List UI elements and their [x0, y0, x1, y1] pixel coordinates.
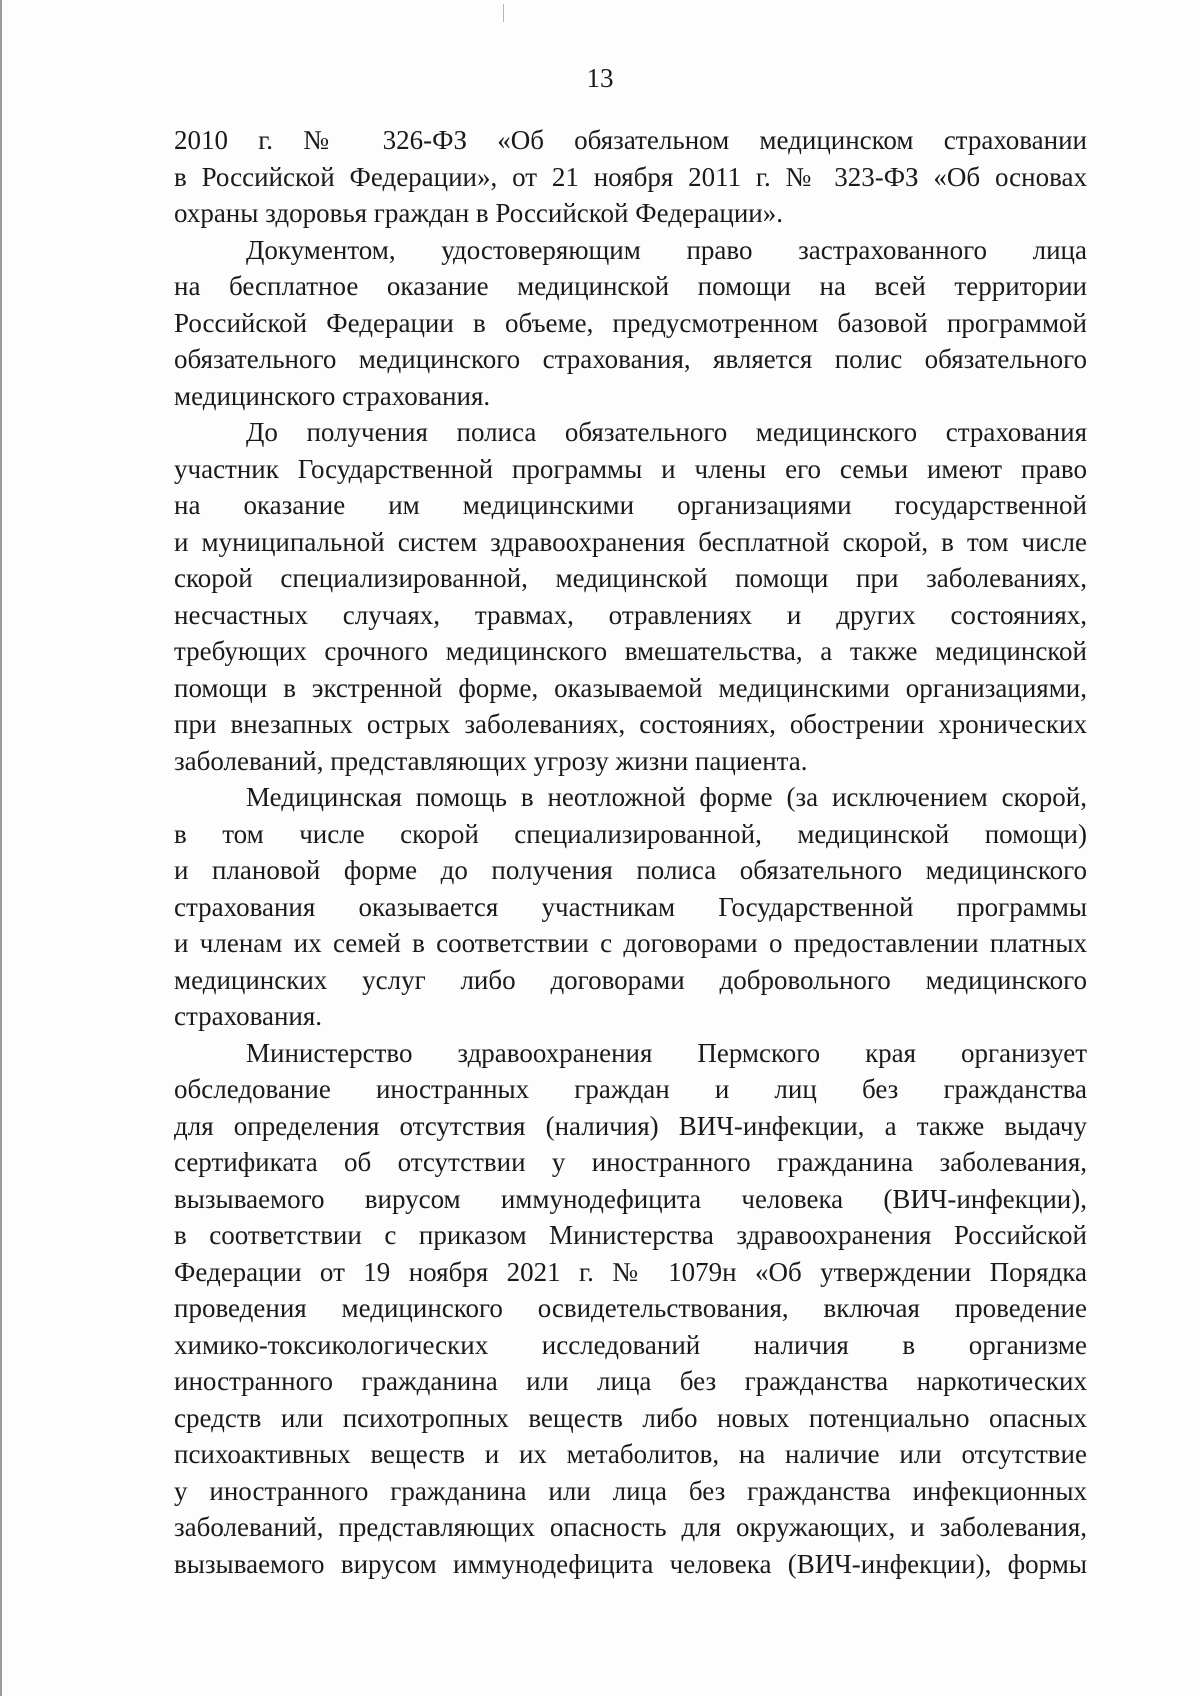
text-line: Документом, удостоверяющим право застрахованного лица [246, 234, 1087, 265]
paragraph [174, 232, 1087, 415]
text-line: у иностранного гражданина или лица без гражданства инфекционных [174, 1475, 1087, 1506]
text-line: в соответствии с приказом Министерства здравоохранения Российской [174, 1220, 1087, 1250]
document-body [174, 122, 1087, 1582]
text-line: страхования оказывается участникам Государственной программы [174, 891, 1087, 922]
text-line: страхования. [174, 1001, 323, 1031]
text-line: Федерации от 19 ноября 2021 г. № 1079н «Об утверждении Порядка [174, 1256, 1087, 1287]
text-line: Российской Федерации в объеме, предусмотренном базовой программой [174, 307, 1087, 338]
scan-edge [0, 0, 2, 1696]
paragraph [174, 122, 1087, 232]
text-line: для определения отсутствия (наличия) ВИЧ-инфекции, а также выдачу [174, 1110, 1087, 1141]
text-line: Министерство здравоохранения Пермского края организует [246, 1037, 1087, 1068]
text-line: вызываемого вирусом иммунодефицита человека (ВИЧ-инфекции), [174, 1183, 1087, 1214]
text-line: заболеваний, представляющих опасность для окружающих, и заболевания, [174, 1512, 1087, 1542]
text-line: в том числе скорой специализированной, медицинской помощи) [174, 818, 1087, 849]
text-line: Медицинская помощь в неотложной форме (за исключением скорой, [246, 782, 1087, 812]
text-line: 2010 г. № 326-ФЗ «Об обязательном медицинском страховании [174, 125, 1087, 155]
text-line: обследование иностранных граждан и лиц без гражданства [174, 1074, 1087, 1104]
text-line: и плановой форме до получения полиса обязательного медицинского [174, 855, 1087, 885]
text-line: химико-токсикологических исследований наличия в организме [174, 1329, 1087, 1360]
text-line: охраны здоровья граждан в Российской Федерации». [174, 198, 784, 228]
paragraph [174, 1035, 1087, 1583]
text-line: в Российской Федерации», от 21 ноября 2011 г. № 323-ФЗ «Об основах [174, 161, 1087, 192]
text-line: участник Государственной программы и члены его семьи имеют право [174, 453, 1087, 484]
paragraph [174, 414, 1087, 779]
text-line: обязательного медицинского страхования, является полис обязательного [174, 344, 1087, 374]
page-number: 13 [586, 63, 614, 93]
text-line: на бесплатное оказание медицинской помощи на всей территории [174, 271, 1087, 301]
text-line: несчастных случаях, травмах, отравлениях и других состояниях, [174, 599, 1087, 630]
text-line: и муниципальной систем здравоохранения бесплатной скорой, в том числе [174, 526, 1087, 557]
text-line: До получения полиса обязательного медицинского страхования [246, 417, 1087, 447]
text-line: иностранного гражданина или лица без гражданства наркотических [174, 1366, 1087, 1396]
text-line: скорой специализированной, медицинской помощи при заболеваниях, [174, 563, 1087, 593]
text-line: вызываемого вирусом иммунодефицита человека (ВИЧ-инфекции), формы [174, 1548, 1087, 1579]
scan-mark [503, 4, 504, 22]
text-line: требующих срочного медицинского вмешательства, а также медицинской [174, 636, 1087, 666]
text-line: психоактивных веществ и их метаболитов, на наличие или отсутствие [174, 1439, 1087, 1469]
text-line: на оказание им медицинскими организациями государственной [174, 490, 1087, 520]
paragraph [174, 779, 1087, 1035]
text-line: и членам их семей в соответствии с договорами о предоставлении платных [174, 928, 1087, 958]
text-line: помощи в экстренной форме, оказываемой медицинскими организациями, [174, 672, 1087, 703]
text-line: проведения медицинского освидетельствования, включая проведение [174, 1293, 1087, 1323]
text-line: медицинского страхования. [174, 380, 491, 411]
text-line: заболеваний, представляющих угрозу жизни пациента. [174, 745, 808, 776]
text-line: сертификата об отсутствии у иностранного гражданина заболевания, [174, 1147, 1087, 1177]
text-line: средств или психотропных веществ либо новых потенциально опасных [174, 1402, 1087, 1433]
text-line: медицинских услуг либо договорами добровольного медицинского [174, 964, 1087, 995]
text-line: при внезапных острых заболеваниях, состояниях, обострении хронических [174, 709, 1087, 739]
